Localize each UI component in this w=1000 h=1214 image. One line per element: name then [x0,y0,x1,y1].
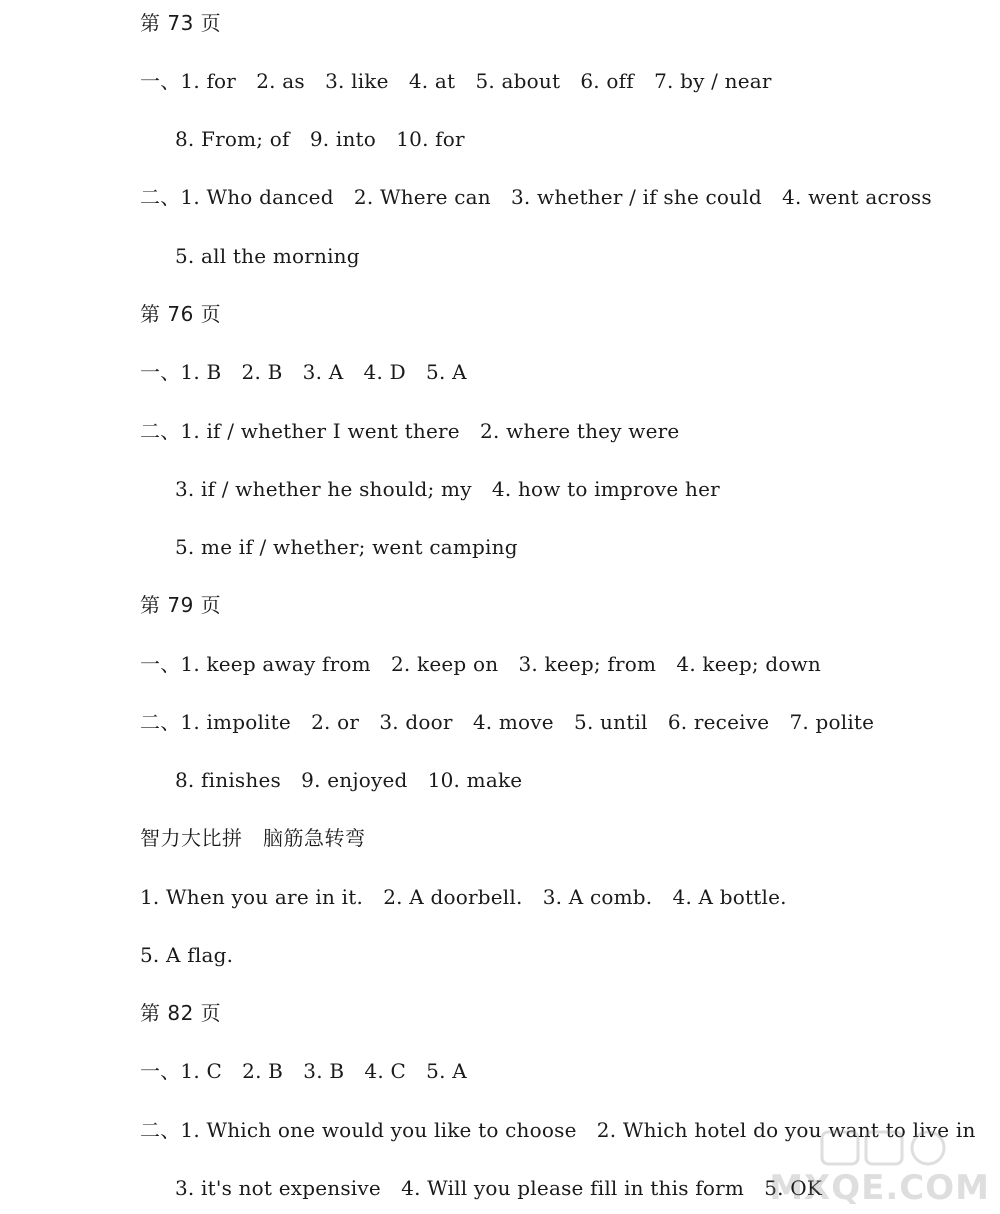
answer-line: 一、1. C 2. B 3. B 4. C 5. A [140,1059,467,1083]
section-heading-page-79: 第 79 页 [140,593,222,617]
answer-line: 3. if / whether he should; my 4. how to improve her [175,477,720,501]
watermark-logo-icon [820,1128,950,1168]
answer-line: 一、1. B 2. B 3. A 4. D 5. A [140,360,467,384]
answer-line: 5. A flag. [140,943,234,967]
answer-line: 一、1. keep away from 2. keep on 3. keep; from 4. keep; down [140,652,821,676]
answer-line: 二、1. Which one would you like to choose 2. Which hotel do you want to live in [140,1118,976,1142]
answer-line: 二、1. Who danced 2. Where can 3. whether / if she could 4. went across [140,185,932,209]
answer-line: 5. all the morning [175,244,360,268]
answer-line: 8. finishes 9. enjoyed 10. make [175,768,523,792]
answer-line: 一、1. for 2. as 3. like 4. at 5. about 6. off 7. by / near [140,69,772,93]
section-heading-page-73: 第 73 页 [140,11,222,35]
answer-line: 8. From; of 9. into 10. for [175,127,465,151]
answer-line: 二、1. if / whether I went there 2. where they were [140,419,680,443]
answer-line: 5. me if / whether; went camping [175,535,518,559]
section-heading-page-82: 第 82 页 [140,1001,222,1025]
answer-line: 二、1. impolite 2. or 3. door 4. move 5. until 6. receive 7. polite [140,710,875,734]
answer-line: 1. When you are in it. 2. A doorbell. 3. A comb. 4. A bottle. [140,885,787,909]
answer-line: 3. it's not expensive 4. Will you please fill in this form 5. OK [175,1176,822,1200]
watermark [769,1128,990,1208]
section-heading-page-76: 第 76 页 [140,302,222,326]
section-heading-brain-teaser: 智力大比拼 脑筋急转弯 [140,826,366,850]
watermark-text: MXQE.COM [769,1168,990,1208]
